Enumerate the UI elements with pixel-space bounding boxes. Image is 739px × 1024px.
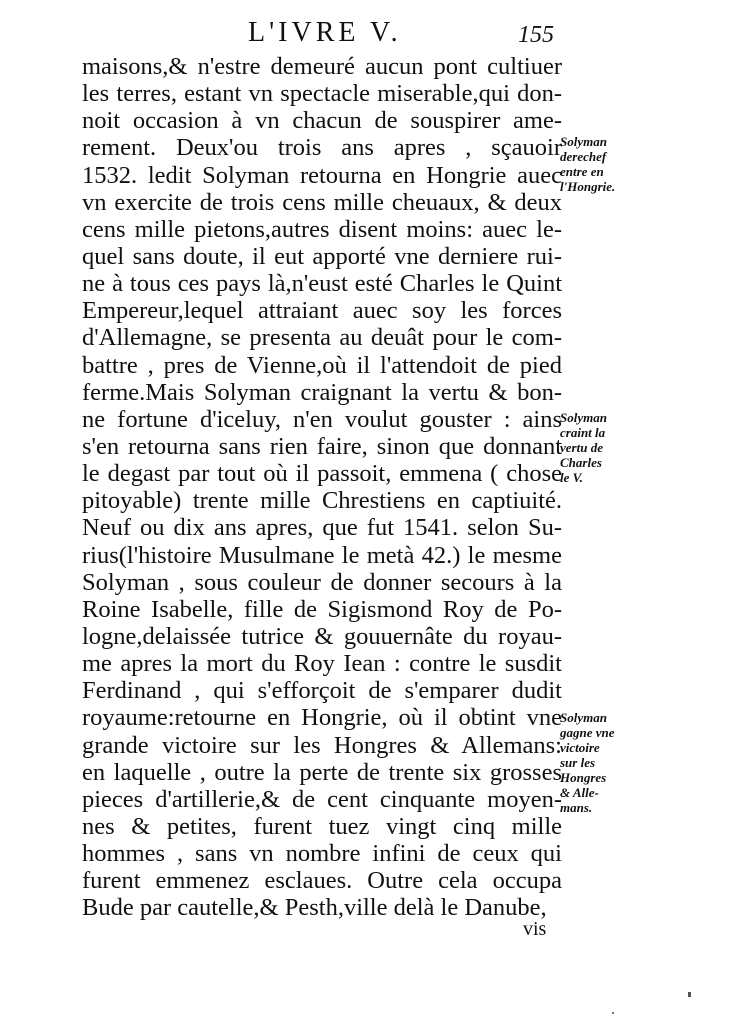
text-line: ne fortune d'iceluy, n'en voulut gouster : ains <box>82 405 562 433</box>
marginal-note-line: vertu de <box>560 440 603 455</box>
text-line: cens mille pietons,autres disent moins: auec le- <box>82 215 562 243</box>
text-line: quel sans doute, il eut apporté vne derniere rui- <box>82 242 562 270</box>
marginal-note-line: mans. <box>560 800 593 815</box>
text-line: me apres la mort du Roy Iean : contre le susdit <box>82 650 562 678</box>
text-line: royaume:retourne en Hongrie, où il obtint vne <box>82 704 562 732</box>
catchword: vis <box>523 918 547 940</box>
text-line: nes & petites, furent tuez vingt cinq mille <box>82 812 562 840</box>
paper-speck <box>612 1012 614 1014</box>
text-line: Roine Isabelle, fille de Sigismond Roy de Po- <box>82 595 562 623</box>
text-line: logne,delaissée tutrice & gouuernâte du royau- <box>82 622 562 650</box>
marginal-note-line: sur les <box>560 755 596 770</box>
text-line: rius(l'histoire Musulmane le metà 42.) le mesme <box>82 541 562 569</box>
marginal-note-line: Solyman <box>560 134 607 149</box>
text-line: hommes , sans vn nombre infini de ceux qui <box>82 840 562 868</box>
text-line: battre , pres de Vienne,où il l'attendoit de pied <box>82 351 562 379</box>
marginal-note-line: Hongres <box>560 770 607 785</box>
marginal-note-line: le V. <box>560 470 583 485</box>
text-line: pieces d'artillerie,& de cent cinquante moyen- <box>82 785 562 813</box>
text-line: pitoyable) trente mille Chrestiens en captiuité. <box>82 487 562 515</box>
marginal-note-line: Solyman <box>560 710 607 725</box>
text-line: Ferdinand , qui s'efforçoit de s'emparer dudit <box>82 677 562 705</box>
text-line: d'Allemagne, se presenta au deuât pour le com- <box>82 324 562 352</box>
marginal-note-line: gagne vne <box>560 725 615 740</box>
paper-speck <box>688 992 691 997</box>
text-line: en laquelle , outre la perte de trente six grosses <box>82 758 562 786</box>
text-line: ne à tous ces pays là,n'eust esté Charles le Quint <box>82 270 562 298</box>
text-line: vn exercite de trois cens mille cheuaux, & deux <box>82 188 562 216</box>
text-line: noit occasion à vn chacun de souspirer ame- <box>82 107 562 135</box>
page-number: 155 <box>518 22 554 48</box>
marginal-note-line: victoire <box>560 740 600 755</box>
text-line: furent emmenez esclaues. Outre cela occupa <box>82 867 562 895</box>
marginal-note-line: derechef <box>560 149 607 164</box>
text-line: rement. Deux'ou trois ans apres , sçauoir <box>82 134 562 162</box>
marginal-note-line: & Alle- <box>560 785 599 800</box>
marginal-note-line: l'Hongrie. <box>560 179 616 194</box>
marginal-note-line: Solyman <box>560 410 607 425</box>
text-line: Bude par cautelle,& Pesth,ville delà le Danube, <box>82 894 547 922</box>
marginal-note-line: craint la <box>560 425 606 440</box>
running-head: L'IVRE V. <box>248 17 402 48</box>
text-line: 1532. ledit Solyman retourna en Hongrie auec <box>82 161 562 189</box>
text-line: Empereur,lequel attraiant auec soy les forces <box>82 297 562 325</box>
text-line: s'en retourna sans rien faire, sinon que donnant <box>82 432 562 460</box>
text-line: les terres, estant vn spectacle miserable,qui don- <box>82 80 562 108</box>
text-line: grande victoire sur les Hongres & Allemans: <box>82 731 562 759</box>
text-line: le degast par tout où il passoit, emmena ( chose <box>82 460 562 488</box>
marginal-note-line: entre en <box>560 164 604 179</box>
text-line: ferme.Mais Solyman craignant la vertu & bon- <box>82 378 562 406</box>
text-line: Solyman , sous couleur de donner secours à la <box>82 568 562 596</box>
text-line: Neuf ou dix ans apres, que fut 1541. selon Su- <box>82 514 562 542</box>
text-line: maisons,& n'estre demeuré aucun pont cultiuer <box>82 53 562 80</box>
marginal-note-line: Charles <box>560 455 602 470</box>
